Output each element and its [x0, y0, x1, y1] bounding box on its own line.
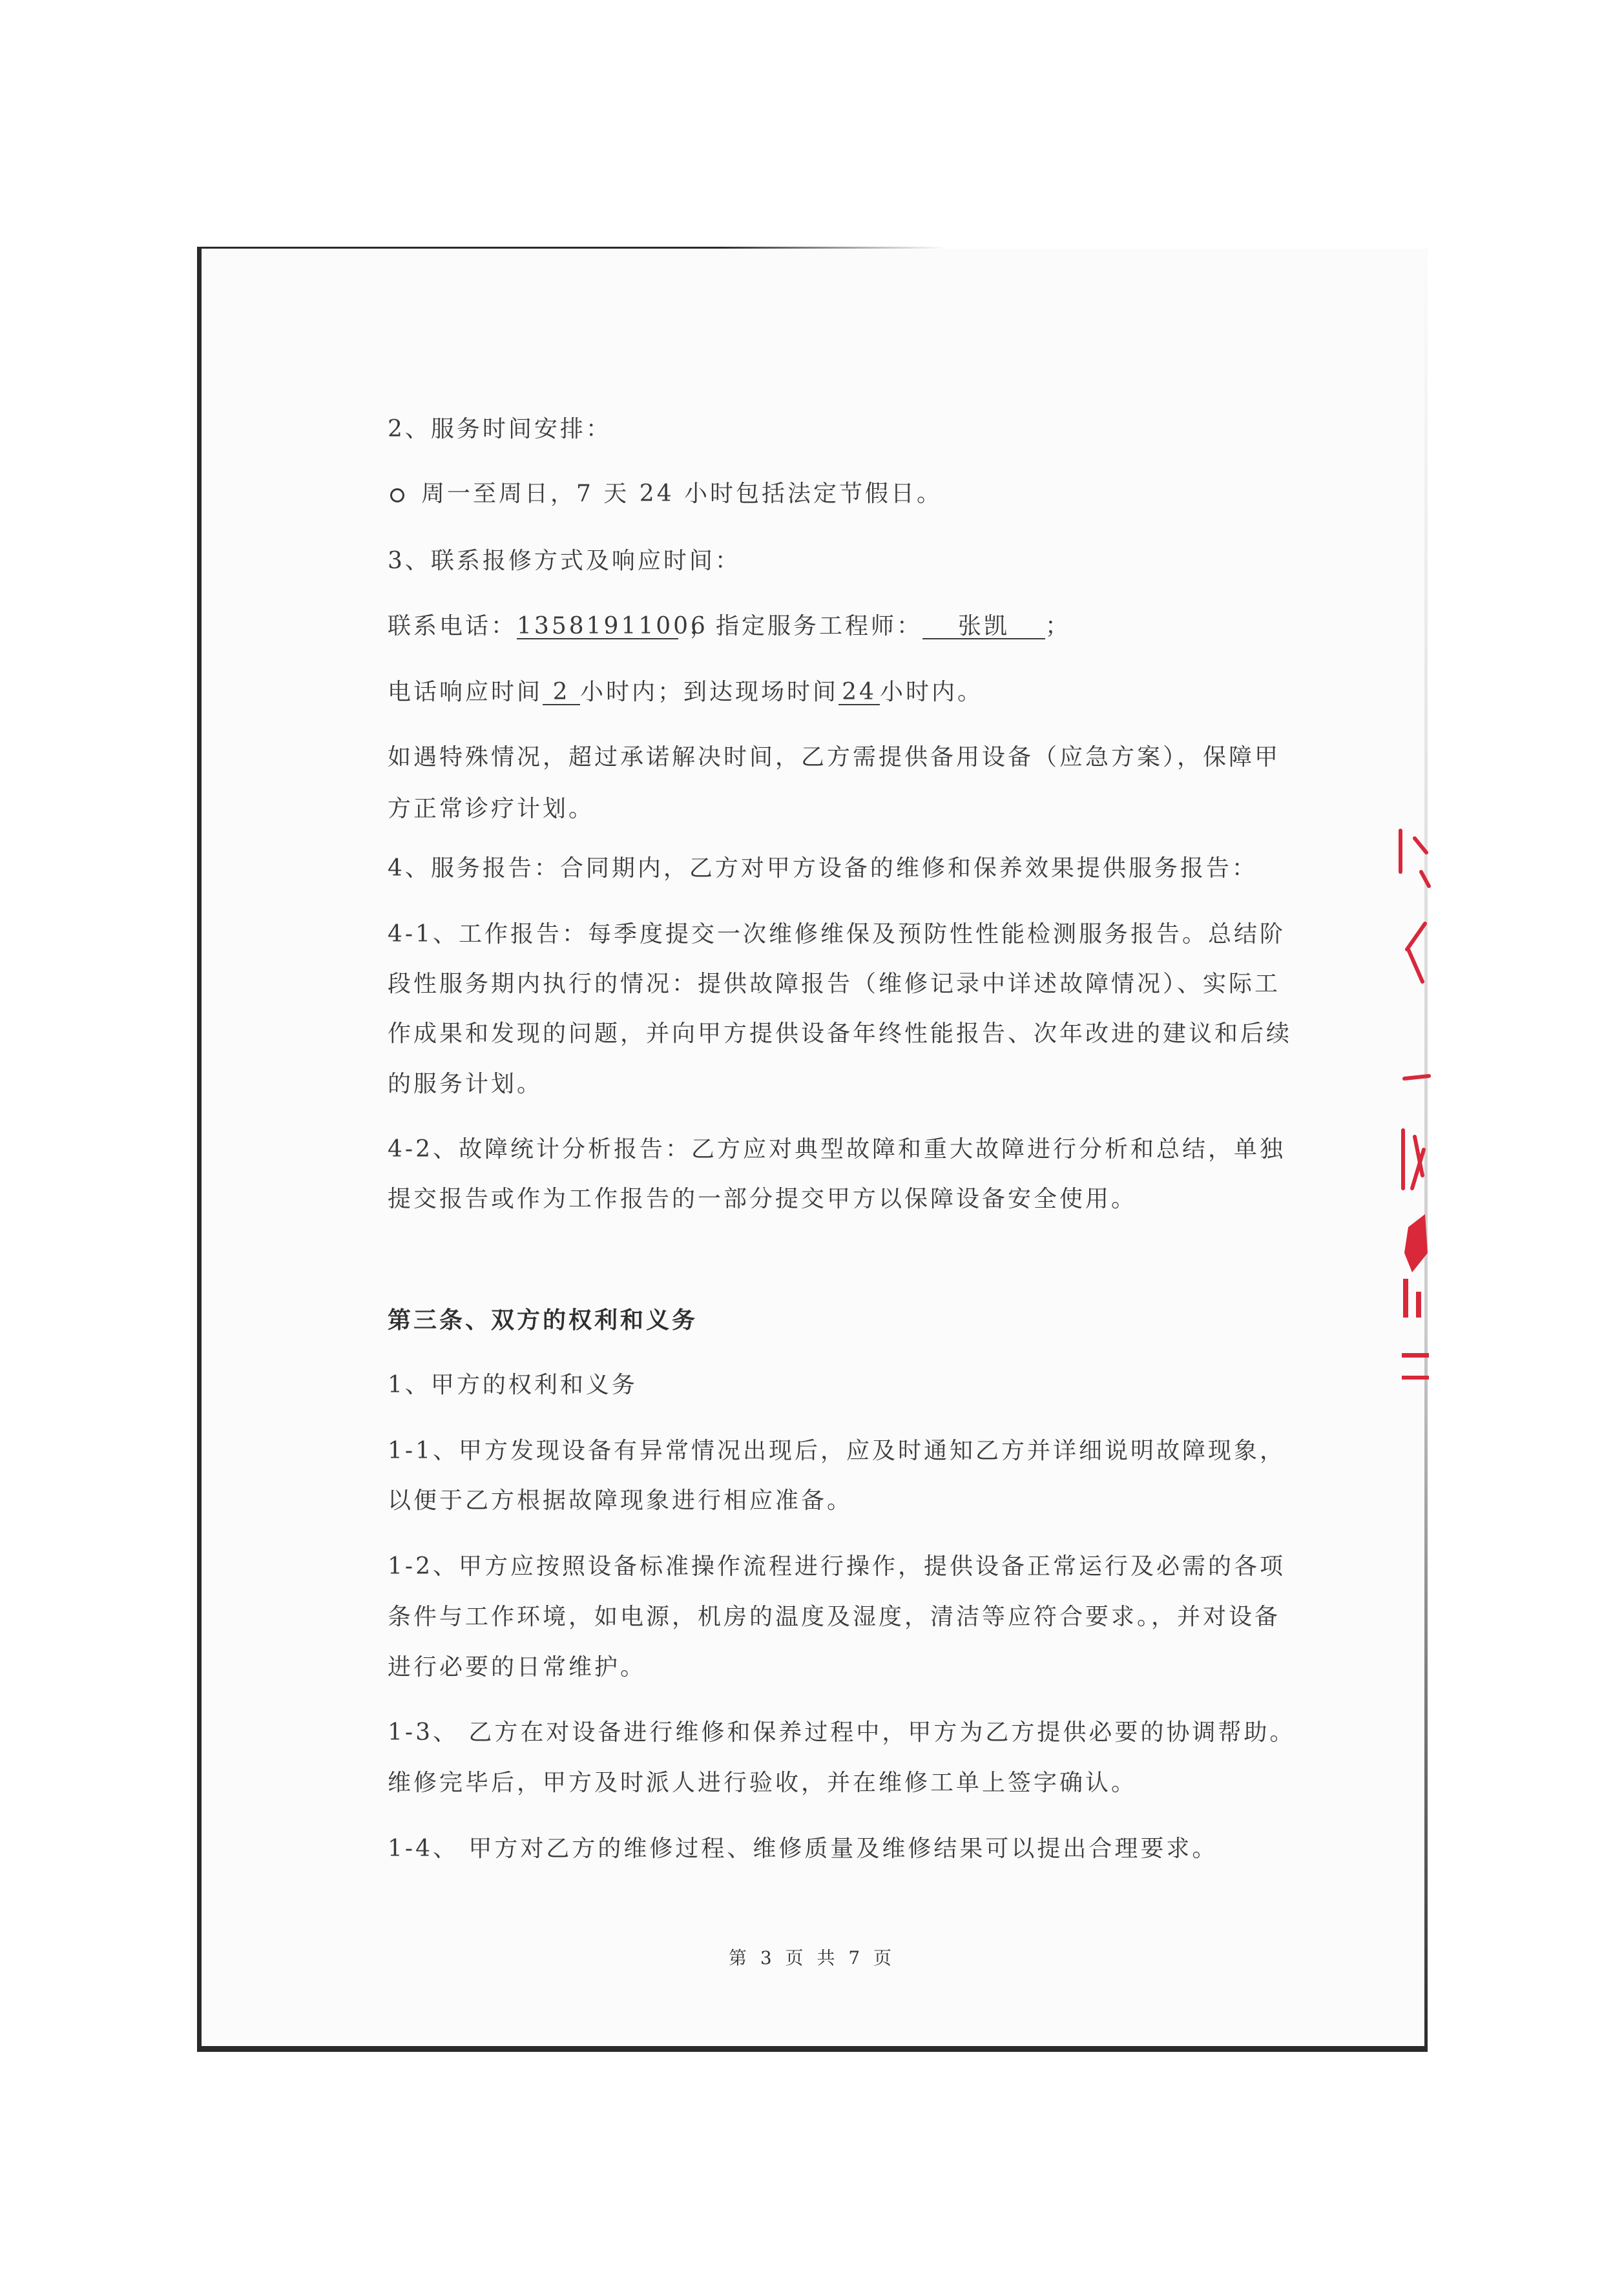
phone-label: 联系电话：	[388, 613, 517, 639]
response-hours: 2	[543, 681, 580, 705]
paragraph-line: 作成果和发现的问题，并向甲方提供设备年终性能报告、次年改进的建议和后续	[388, 1020, 1293, 1047]
response-label: 电话响应时间	[388, 679, 543, 705]
paragraph-line: 4-1、工作报告：每季度提交一次维修维保及预防性性能检测服务报告。总结阶	[388, 921, 1286, 947]
paragraph-line: 进行必要的日常维护。	[388, 1654, 647, 1681]
phone-value: 13581911006	[517, 613, 708, 639]
item-contact: 3、联系报修方式及响应时间：	[388, 548, 741, 574]
circle-bullet-icon	[390, 488, 404, 502]
service-days-text: 周一至周日，7 天 24 小时包括法定节假日。	[421, 481, 943, 507]
arrival-unit: 小时内。	[880, 679, 984, 705]
paragraph-line: 段性服务期内执行的情况：提供故障报告（维修记录中详述故障情况）、实际工	[388, 971, 1281, 997]
contact-line	[388, 612, 1071, 641]
paragraph-line: 的服务计划。	[388, 1071, 543, 1097]
paragraph-line: 以便于乙方根据故障现象进行相应准备。	[388, 1487, 853, 1514]
paragraph-line: 1-2、甲方应按照设备标准操作流程进行操作，提供设备正常运行及必需的各项	[388, 1553, 1286, 1580]
paragraph-line: 1-1、甲方发现设备有异常情况出现后，应及时通知乙方并详细说明故障现象，	[388, 1438, 1286, 1464]
contact-end: ；	[1045, 613, 1072, 639]
paragraph-line: 1-3、 乙方在对设备进行维修和保养过程中，甲方为乙方提供必要的协调帮助。	[388, 1719, 1296, 1746]
paragraph-line: 如遇特殊情况，超过承诺解决时间，乙方需提供备用设备（应急方案），保障甲	[388, 744, 1281, 771]
engineer-value: 张凯	[922, 615, 1045, 639]
section-heading: 第三条、双方的权利和义务	[388, 1307, 698, 1334]
response-time-line	[388, 678, 983, 707]
paragraph-line: 提交报告或作为工作报告的一部分提交甲方以保障设备安全使用。	[388, 1186, 1138, 1212]
engineer-label: ，指定服务工程师：	[690, 613, 923, 639]
bullet-line	[388, 480, 942, 508]
seal-stamp-icon	[1395, 827, 1434, 1408]
subsection-heading: 1、甲方的权利和义务	[388, 1372, 638, 1398]
arrival-hours: 24	[838, 681, 880, 705]
item-service-report: 4、服务报告：合同期内，乙方对甲方设备的维修和保养效果提供服务报告：	[388, 855, 1258, 882]
paragraph-line: 维修完毕后，甲方及时派人进行验收，并在维修工单上签字确认。	[388, 1770, 1138, 1796]
page-number: 第 3 页 共 7 页	[728, 1947, 896, 1969]
paragraph-line: 1-4、 甲方对乙方的维修过程、维修质量及维修结果可以提出合理要求。	[388, 1836, 1218, 1862]
paragraph-line: 方正常诊疗计划。	[388, 796, 595, 822]
arrival-label: 小时内；到达现场时间	[580, 679, 839, 705]
paragraph-line: 条件与工作环境，如电源，机房的温度及湿度，清洁等应符合要求。，并对设备	[388, 1604, 1281, 1630]
paragraph-line: 4-2、故障统计分析报告：乙方应对典型故障和重大故障进行分析和总结，单独	[388, 1136, 1286, 1163]
item-service-time: 2、服务时间安排：	[388, 416, 612, 442]
